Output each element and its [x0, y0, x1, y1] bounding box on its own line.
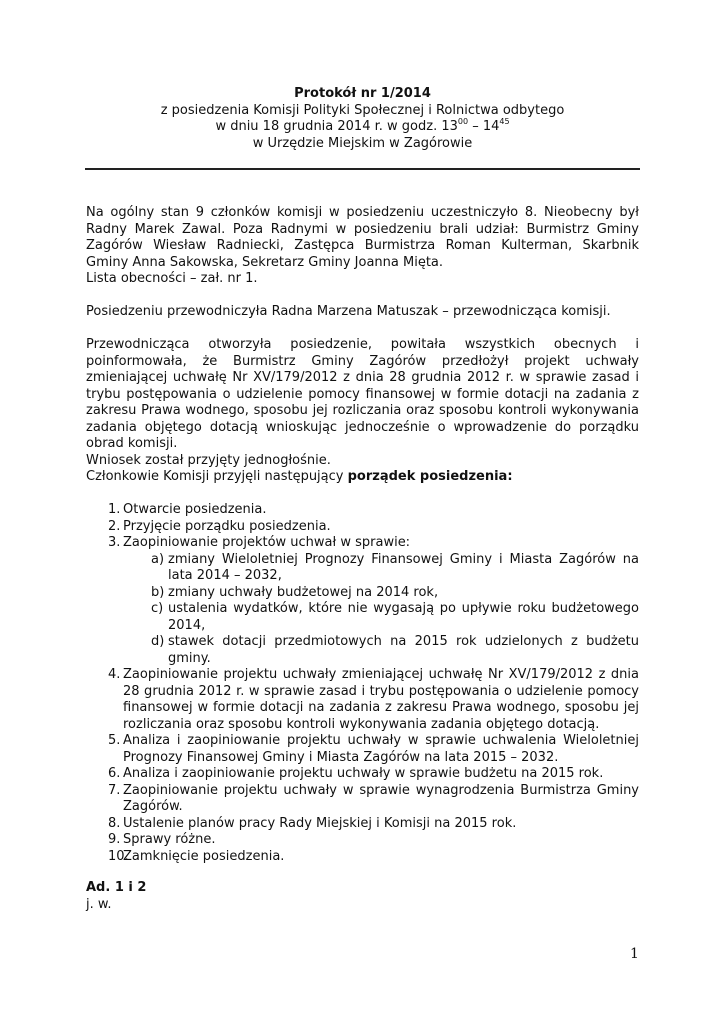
agenda-item-text: Sprawy różne.: [123, 832, 216, 847]
agenda-item-text: Ustalenie planów pracy Rady Miejskiej i Komisji na 2015 rok.: [123, 815, 517, 831]
agenda-item: [86, 849, 639, 866]
agenda-item: [86, 733, 639, 766]
agenda-subitem-letter: d): [151, 634, 165, 649]
section-text: j. w.: [86, 896, 112, 912]
protocol-body: [86, 205, 639, 913]
motion-paragraph: Wniosek został przyjęty jednogłośnie.: [86, 452, 331, 468]
agenda-subitem: [86, 552, 639, 585]
date-time-text: w dniu 18 grudnia 2014 r. w godz. 13: [215, 119, 458, 134]
agenda-intro-bold: porządek posiedzenia:: [347, 469, 513, 484]
agenda-subitem: [86, 601, 639, 634]
agenda-item-number: 7.: [108, 782, 121, 798]
agenda-item-number: 2.: [108, 518, 121, 534]
page-number: 1: [630, 946, 639, 962]
agenda-item-text: Przyjęcie porządku posiedzenia.: [123, 518, 331, 534]
agenda-item: [86, 766, 639, 783]
agenda-item: [86, 519, 639, 536]
agenda-subitem: [86, 585, 639, 602]
agenda-item-number: 9.: [108, 832, 121, 847]
chair-paragraph: Posiedzeniu przewodniczyła Radna Marzena Matuszak – przewodnicząca komisji.: [86, 304, 611, 319]
agenda-item-number: 1.: [108, 502, 121, 517]
agenda-item-number: 3.: [108, 535, 121, 550]
agenda-item-text: Analiza i zaopiniowanie projektu uchwały w sprawie uchwalenia Wieloletniej Prognozy Finansowej Gminy i Miasta Zagórów na lata 2015 – 2032.: [123, 733, 639, 765]
agenda-subitem-letter: a): [151, 551, 165, 567]
agenda-subitem-letter: c): [151, 601, 164, 616]
agenda-intro-text: Członkowie Komisji przyjęli następujący: [86, 469, 348, 484]
protocol-date-time: [0, 116, 725, 136]
header-divider: [85, 168, 640, 170]
agenda-item-text: Zaopiniowanie projektów uchwał w sprawie:: [123, 535, 411, 550]
agenda-item-text: Analiza i zaopiniowanie projektu uchwały w sprawie budżetu na 2015 rok.: [123, 766, 604, 781]
agenda-item-text: Zaopiniowanie projektu uchwały zmieniającej uchwałę Nr XV/179/2012 z dnia 28 grudnia 2012 r. w sprawie zasad i trybu postępowania o udzielenie pomocy finansowej w formie dotacji na zadania z zakresu Prawa wodnego, sposobu jej rozliczania oraz sposobu kontroli wykonywania zadania objętego dotacją.: [123, 667, 639, 732]
agenda-item-number: 6.: [108, 766, 121, 781]
agenda-item-text: Zamknięcie posiedzenia.: [123, 848, 285, 864]
agenda-sublist: [86, 552, 639, 668]
agenda-item: [86, 667, 639, 733]
agenda-list: [86, 502, 639, 552]
agenda-item: [86, 816, 639, 833]
protocol-location: w Urzędzie Miejskim w Zagórowie: [252, 135, 473, 151]
protocol-title: Protokół nr 1/2014: [294, 86, 431, 101]
agenda-item: [86, 535, 639, 552]
agenda-subitem-text: zmiany Wieloletniej Prognozy Finansowej Gminy i Miasta Zagórów na lata 2014 – 2032,: [168, 551, 639, 583]
agenda-item-number: 4.: [108, 667, 121, 682]
agenda-list-continued: [86, 667, 639, 865]
agenda-item-number: 5.: [108, 733, 121, 748]
section-heading: Ad. 1 i 2: [86, 880, 147, 895]
agenda-item: [86, 783, 639, 816]
opening-paragraph: Przewodnicząca otworzyła posiedzenie, powitała wszystkich obecnych i poinformowała, że Burmistrz Gminy Zagórów przedłożył projekt uchwały zmieniającej uchwałę Nr XV/179/2012 z dnia 28 grudnia 2012 r. w sprawie zasad i trybu postępowania o udzielenie pomocy finansowej w formie dotacji na zadania z zakresu Prawa wodnego, sposobu jej rozliczania oraz sposobu kontroli wykonywania zadania objętego dotacją wnioskując jednocześnie o wprowadzenie do porządku obrad komisji.: [86, 337, 639, 451]
agenda-subitem-text: ustalenia wydatków, które nie wygasają po upływie roku budżetowego 2014,: [168, 601, 639, 633]
agenda-subitem: [86, 634, 639, 667]
agenda-subitem-letter: b): [151, 584, 165, 600]
time-separator: – 14: [468, 119, 500, 134]
agenda-item: [86, 832, 639, 849]
attendance-list-note: Lista obecności – zał. nr 1.: [86, 271, 258, 286]
protocol-header: [0, 86, 725, 152]
agenda-item-text: Zaopiniowanie projektu uchwały w sprawie wynagrodzenia Burmistrza Gminy Zagórów.: [123, 782, 639, 814]
attendance-paragraph: Na ogólny stan 9 członków komisji w posiedzeniu uczestniczyło 8. Nieobecny był Radny Marek Zawal. Poza Radnymi w posiedzeniu brali udział: Burmistrz Gminy Zagórów Wiesław Radniecki, Zastępca Burmistrza Roman Kulterman, Skarbnik Gminy Anna Sakowska, Sekretarz Gminy Joanna Mięta.: [86, 205, 639, 270]
agenda-item-number: 10.: [108, 848, 129, 864]
agenda-item-number: 8.: [108, 815, 121, 831]
time-start-minutes: 00: [457, 116, 469, 126]
time-end-minutes: 45: [499, 116, 510, 126]
agenda-item: [86, 502, 639, 519]
agenda-item-text: Otwarcie posiedzenia.: [123, 502, 267, 517]
agenda-subitem-text: zmiany uchwały budżetowej na 2014 rok,: [168, 584, 439, 600]
agenda-intro: [86, 469, 639, 486]
agenda-subitem-text: stawek dotacji przedmiotowych na 2015 rok udzielonych z budżetu gminy.: [168, 634, 639, 666]
protocol-subtitle: z posiedzenia Komisji Polityki Społecznej i Rolnictwa odbytego: [160, 102, 565, 118]
